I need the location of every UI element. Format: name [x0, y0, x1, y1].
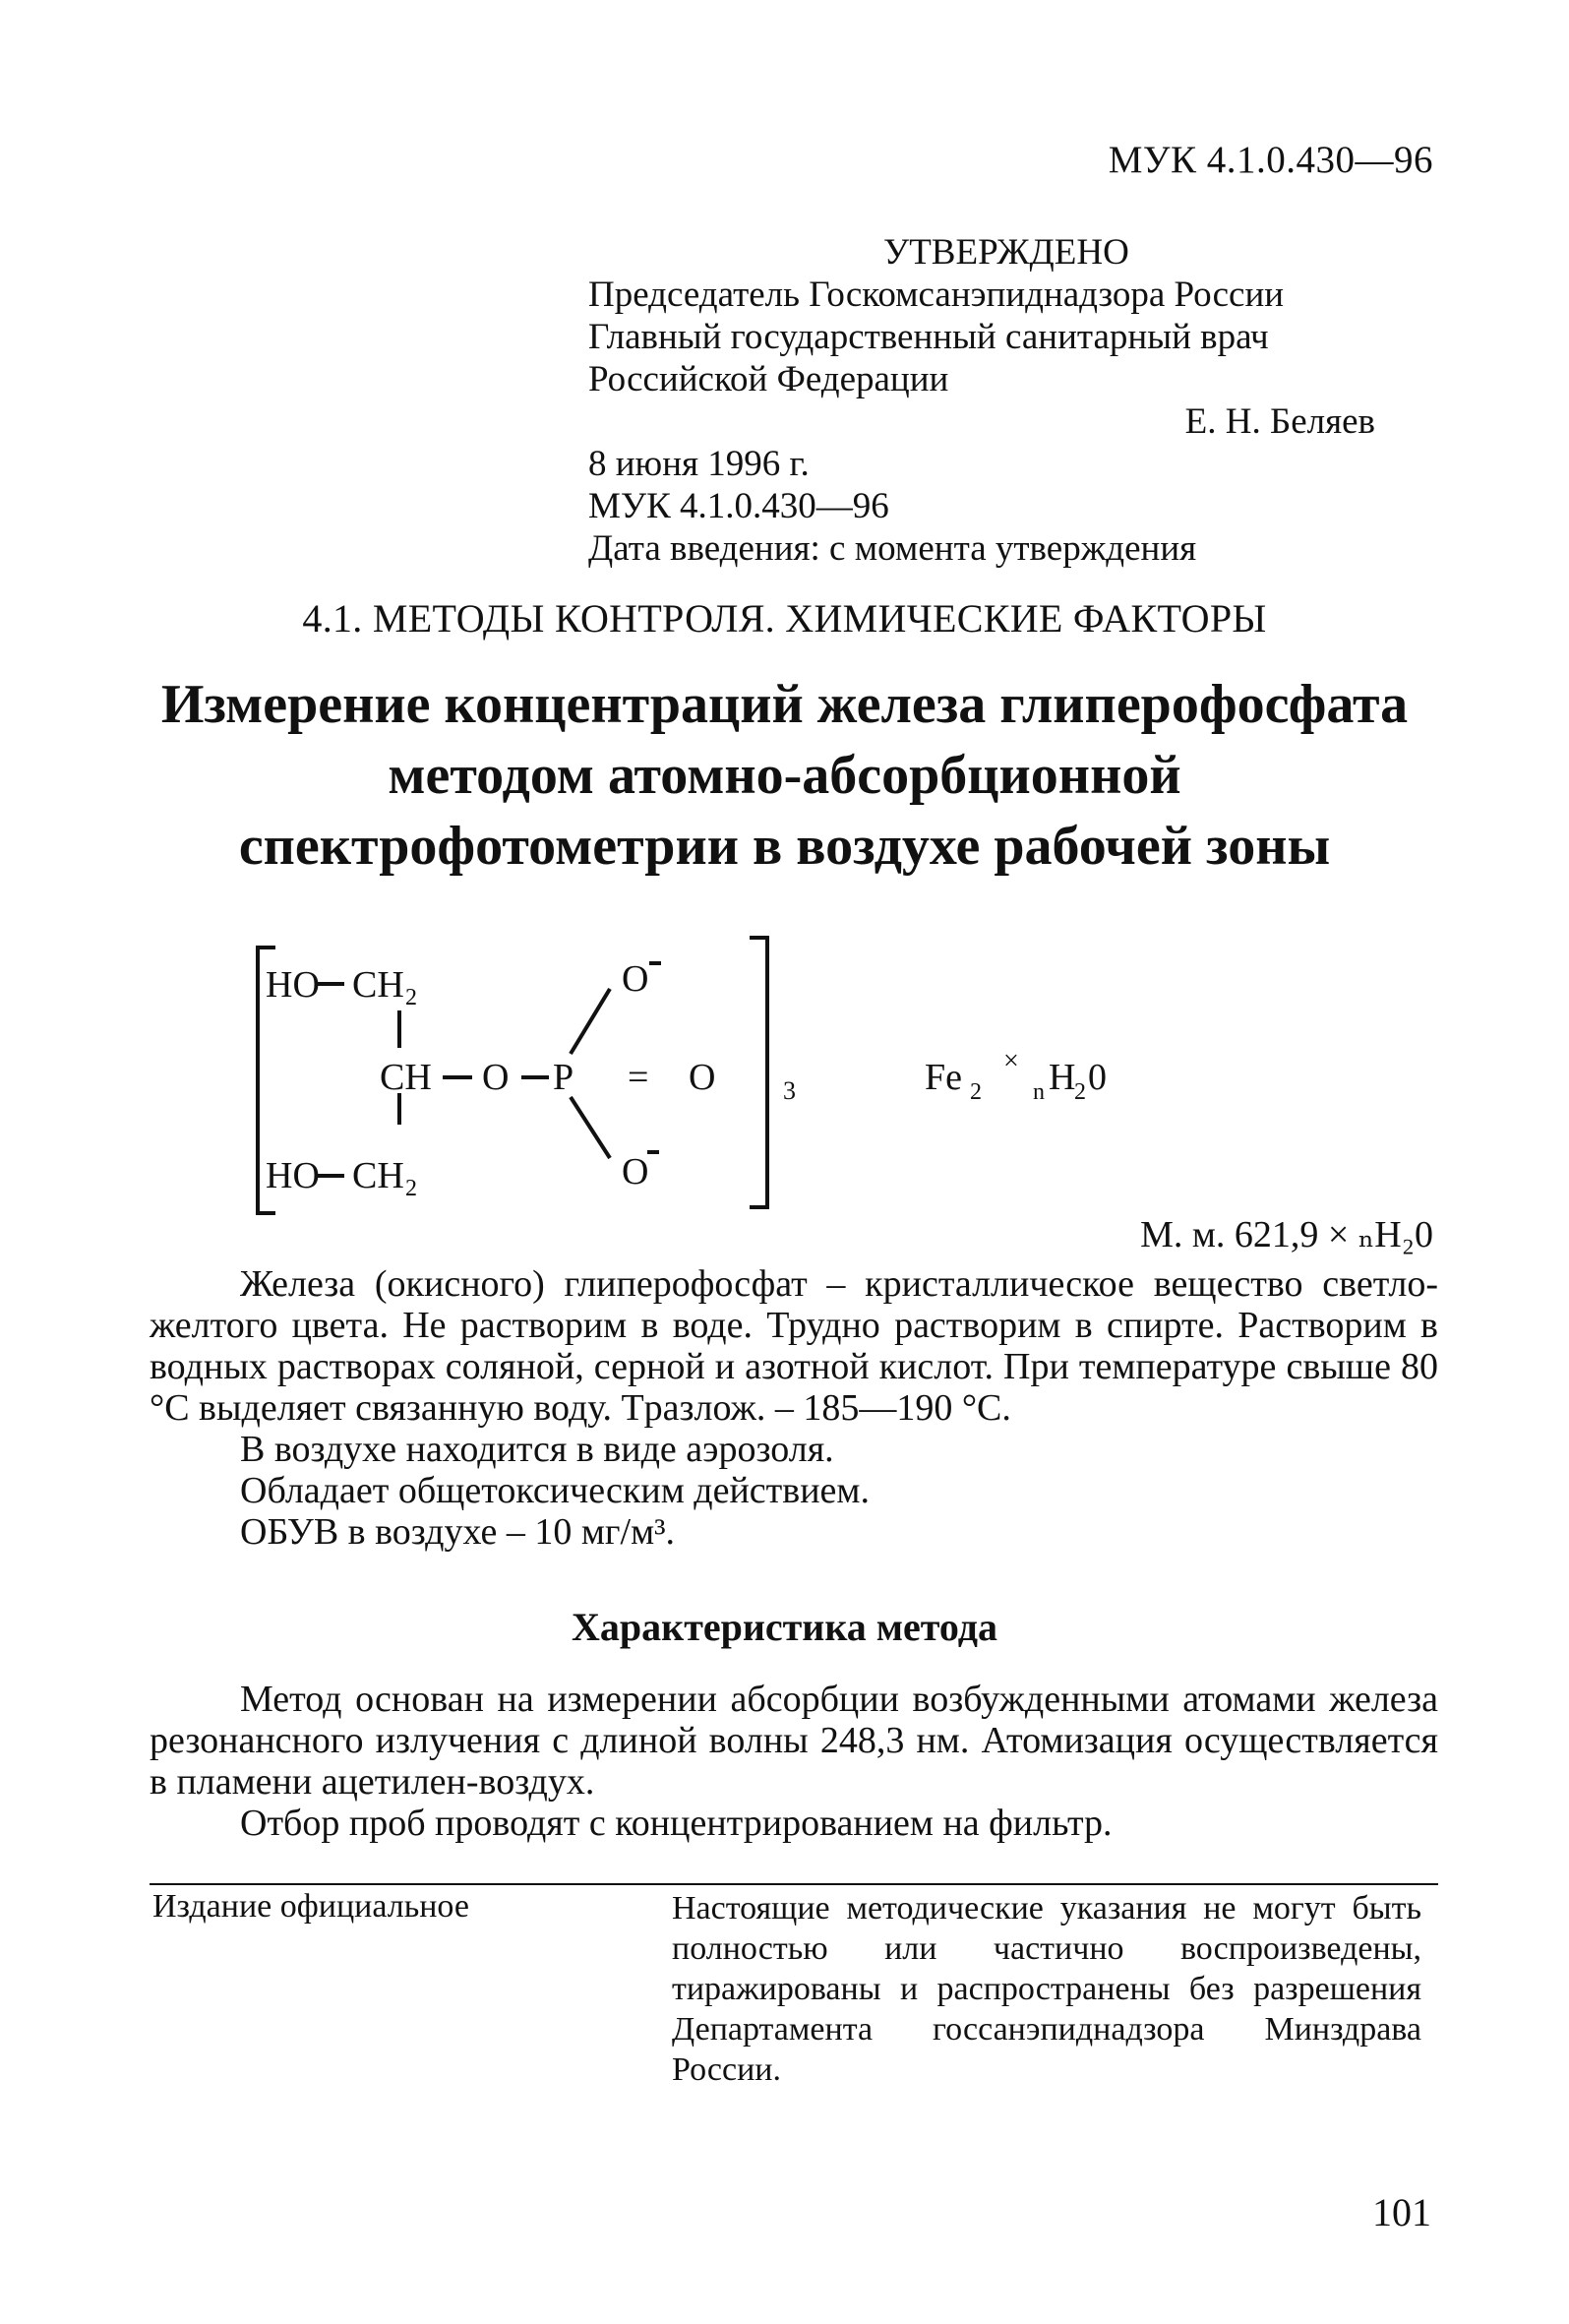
- p-label: P: [553, 1057, 574, 1098]
- title-line: методом атомно-абсорбционной: [388, 745, 1181, 806]
- description-paragraph: Железа (окисного) глиперофосфат – кристаллическое вещество светло-желтого цвета. Не растворим в воде. Трудно растворим в спирте. Растворим в водных растворах соляной, серной и азотной кислот. При температуре свыше 80 °С выделяет связанную воду. Tразлож. – 185—190 °С.: [150, 1263, 1438, 1429]
- approval-signer: Е. Н. Беляев: [1184, 401, 1375, 442]
- times-sign: ×: [1003, 1046, 1019, 1076]
- title-line: спектрофотометрии в воздухе рабочей зоны: [238, 816, 1331, 877]
- right-bracket: [750, 938, 767, 1207]
- approval-code: МУК 4.1.0.430—96: [588, 486, 889, 526]
- approval-line: Российской Федерации: [588, 359, 949, 399]
- structural-formula: [236, 930, 1161, 1225]
- edition-label: Издание официальное: [152, 1888, 469, 1925]
- ch2-top-label: CH: [352, 964, 404, 1006]
- footer-divider: [150, 1883, 1438, 1885]
- page-number: 101: [1372, 2190, 1431, 2234]
- fe-label: Fe: [925, 1057, 962, 1098]
- double-bond-sign: =: [628, 1057, 649, 1098]
- ch2-bottom-sub: 2: [405, 1176, 417, 1201]
- method-paragraph: Отбор проб проводят с концентрированием на фильтр.: [240, 1803, 1113, 1844]
- approval-line: Главный государственный санитарный врач: [588, 317, 1269, 357]
- o-minus-top-label: O: [622, 958, 649, 1000]
- h2o-h-label: H: [1049, 1057, 1076, 1098]
- document-code: МУК 4.1.0.430—96: [1108, 139, 1433, 181]
- fe-subscript: 2: [970, 1079, 982, 1105]
- h2o-subscript: 2: [1074, 1079, 1086, 1105]
- ch2-top-sub: 2: [405, 985, 417, 1010]
- description-line: ОБУВ в воздухе – 10 мг/м³.: [240, 1511, 676, 1553]
- n-subscript: n: [1033, 1079, 1045, 1105]
- approval-heading: УТВЕРЖДЕНО: [883, 232, 1129, 273]
- description-line: В воздухе находится в виде аэрозоля.: [240, 1429, 834, 1470]
- approval-block: [588, 231, 1375, 570]
- o-bridge-label: O: [482, 1057, 510, 1098]
- bond-p-o-bottom: [571, 1097, 610, 1158]
- method-paragraph: Метод основан на измерении абсорбции возбужденными атомами железа резонансного излучения с длиной волны 248,3 нм. Атомизация осуществляется в пламени ацетилен-воздух.: [150, 1679, 1438, 1803]
- o-double-label: O: [689, 1057, 716, 1098]
- approval-date: 8 июня 1996 г.: [588, 444, 810, 484]
- ho-bottom-label: HO: [266, 1155, 320, 1196]
- bond-p-o-top: [571, 989, 610, 1054]
- description-line: Обладает общетоксическим действием.: [240, 1470, 870, 1511]
- description-block: [150, 1263, 1438, 1553]
- bracket-subscript: 3: [783, 1076, 796, 1105]
- approval-effective-date: Дата введения: с момента утверждения: [588, 528, 1197, 569]
- o-minus-bottom-label: O: [622, 1151, 649, 1193]
- ho-top-label: HO: [266, 964, 320, 1006]
- approval-line: Председатель Госкомсанэпиднадзора России: [588, 275, 1285, 315]
- document-title: [0, 669, 1569, 882]
- section-heading: 4.1. МЕТОДЫ КОНТРОЛЯ. ХИМИЧЕСКИЕ ФАКТОРЫ: [302, 596, 1267, 641]
- ch-label: CH: [380, 1057, 432, 1098]
- copyright-notice: Настоящие методические указания не могут быть полностью или частично воспроизведены, тиражированы и распространены без разрешения Департамента госсанэпиднадзора Минздрава России.: [672, 1890, 1421, 2088]
- method-heading: Характеристика метода: [572, 1605, 997, 1649]
- method-block: [150, 1679, 1438, 1844]
- ch2-bottom-label: CH: [352, 1155, 404, 1196]
- molar-mass: М. м. 621,9 × ₙH₂0: [1140, 1214, 1433, 1255]
- title-line: Измерение концентраций железа глиперофосфата: [160, 674, 1409, 735]
- h2o-o-label: 0: [1088, 1057, 1107, 1098]
